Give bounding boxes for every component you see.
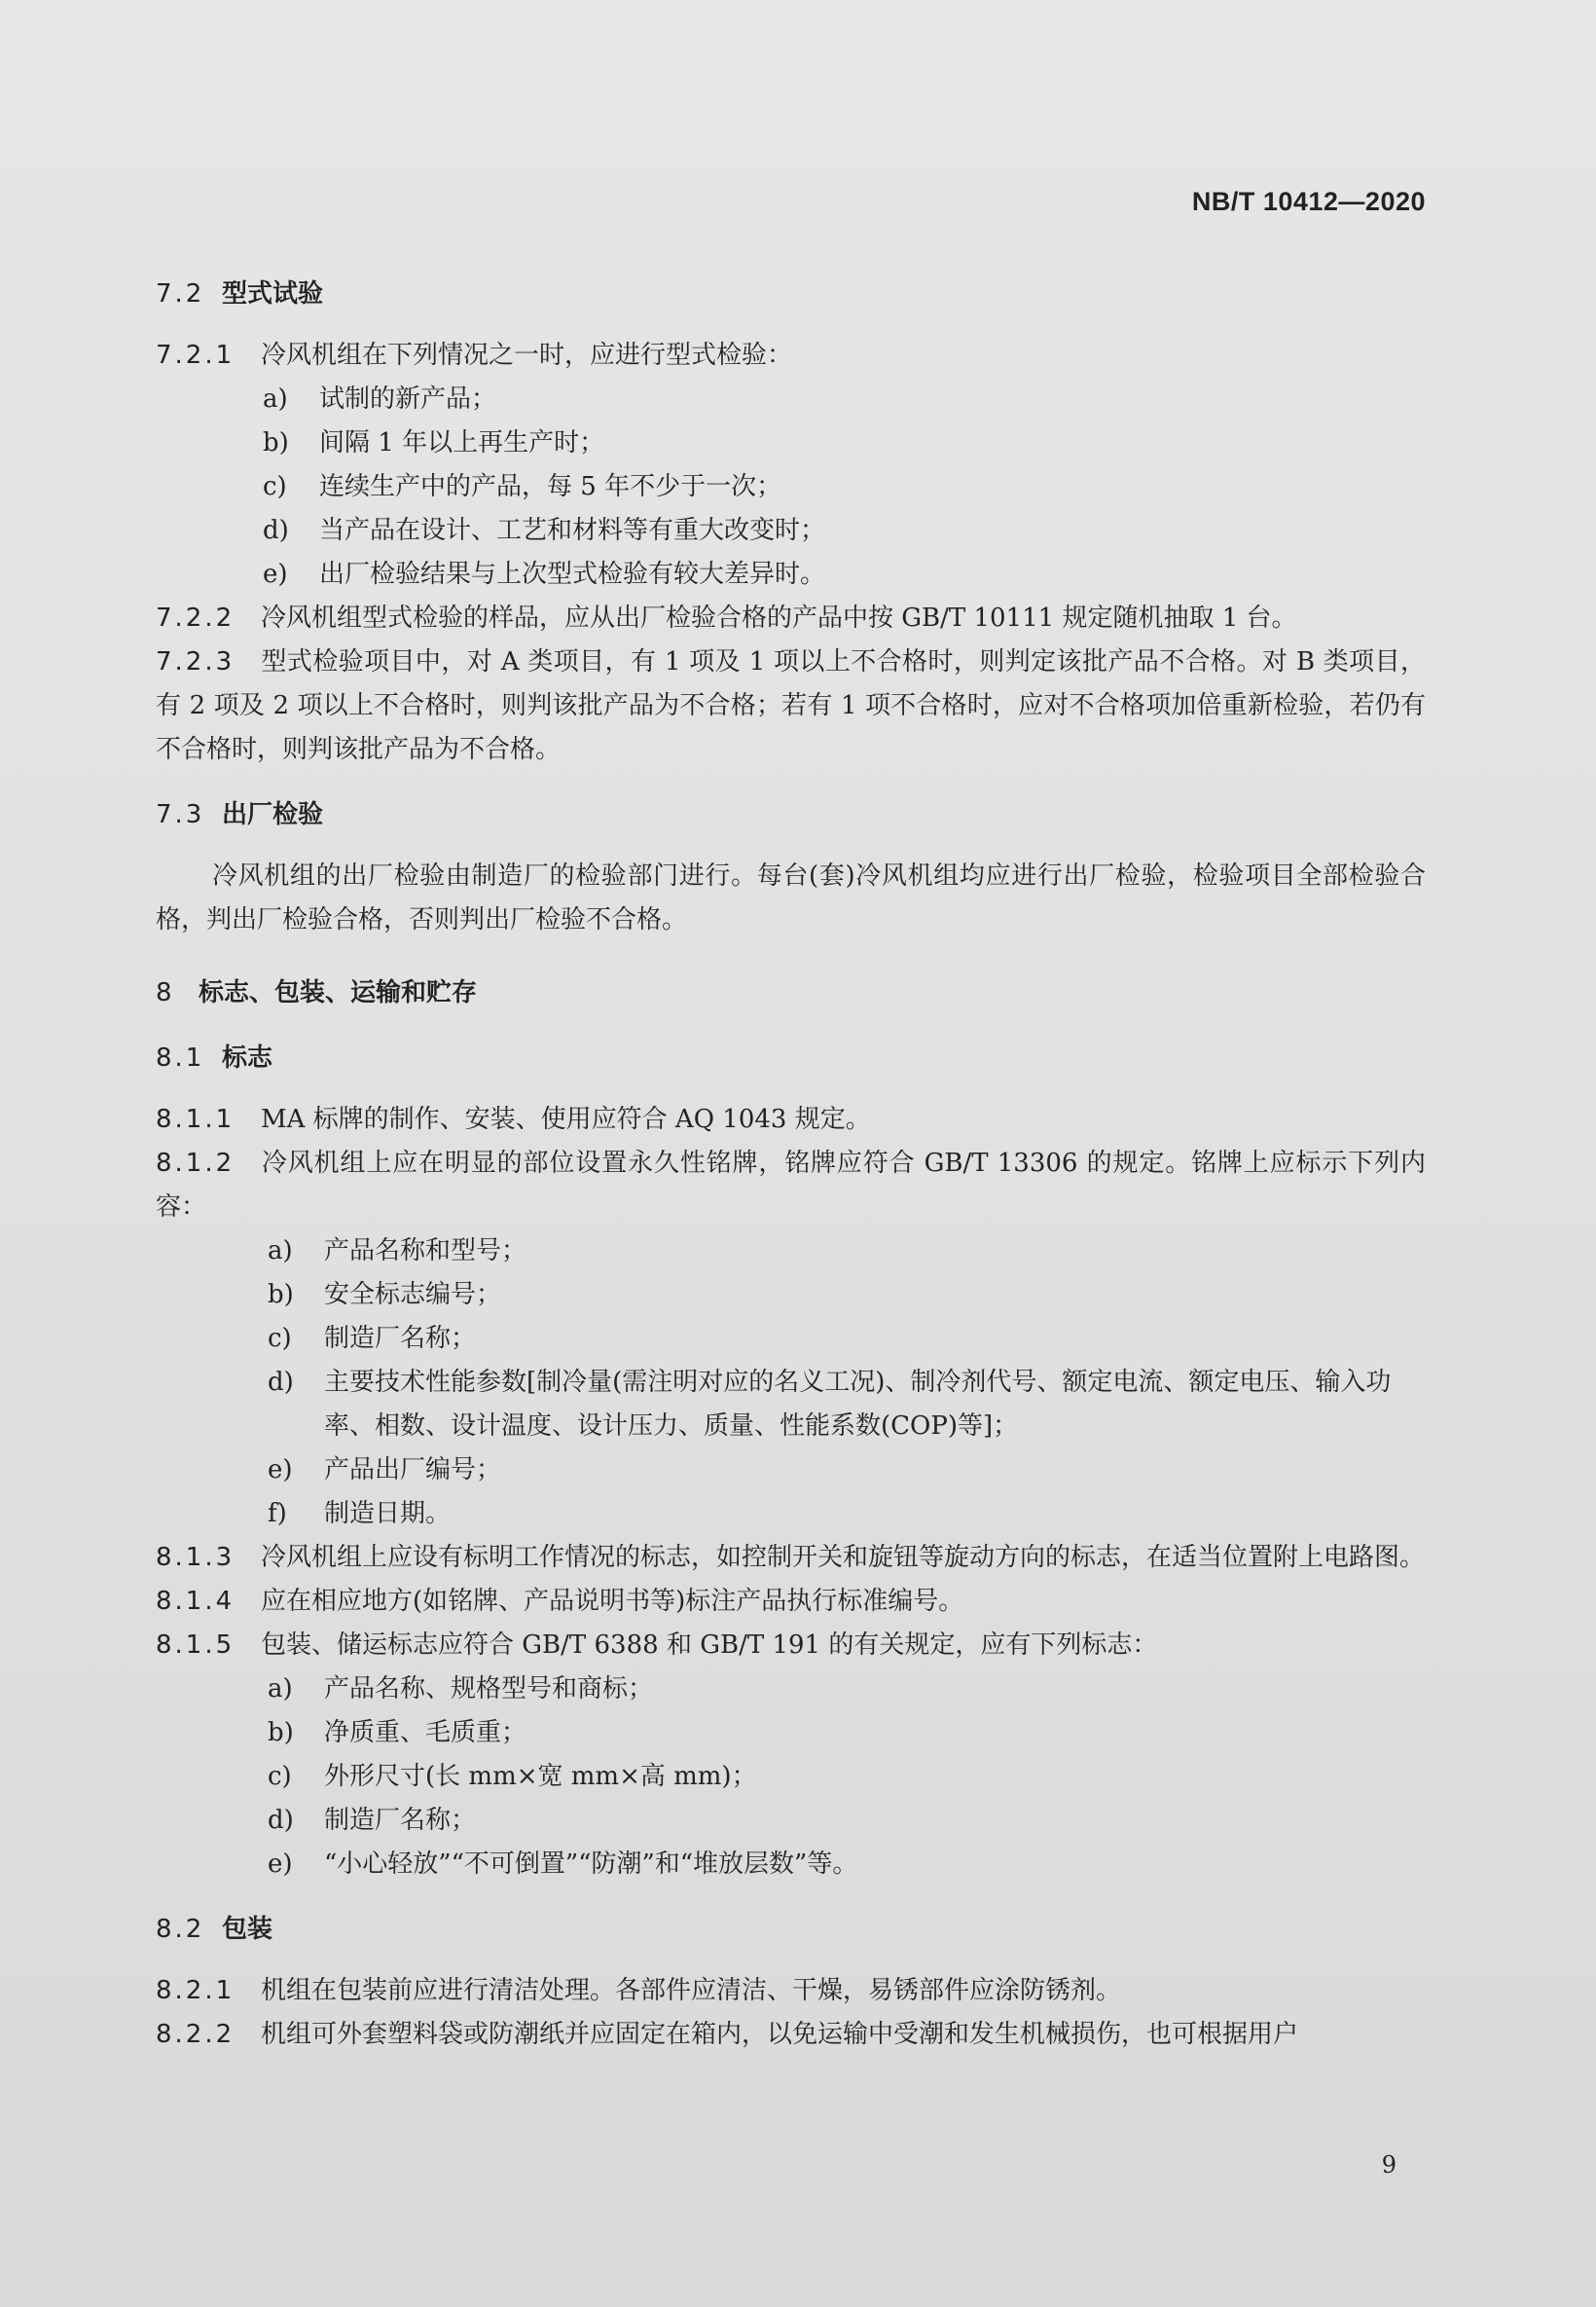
- clause-8-1-5: [156, 1624, 1426, 1667]
- clause-text: 机组可外套塑料袋或防潮纸并应固定在箱内，以免运输中受潮和发生机械损伤，也可根据用户: [261, 2020, 1299, 2049]
- clause-7-2-1: [156, 334, 1426, 378]
- clause-number: 8.1.3: [156, 1543, 236, 1572]
- list-text: 产品名称、规格型号和商标；: [324, 1674, 654, 1703]
- list-label: b): [268, 1280, 294, 1309]
- list-item: [212, 1799, 1426, 1843]
- chapter-number: 8: [156, 978, 175, 1007]
- list-label: e): [268, 1849, 293, 1879]
- list-label: d): [268, 1806, 294, 1835]
- section-number: 7.3: [156, 800, 205, 829]
- paragraph-7-3: 冷风机组的出厂检验由制造厂的检验部门进行。每台(套)冷风机组均应进行出厂检验，检验项目全部检验合格，判出厂检验合格，否则判出厂检验不合格。: [156, 861, 1426, 934]
- clause-text: 冷风机组在下列情况之一时，应进行型式检验：: [261, 341, 793, 370]
- chapter-title: 标志、包装、运输和贮存: [199, 978, 478, 1007]
- list-item: [212, 1448, 1426, 1492]
- section-heading-7-2: [156, 273, 1426, 316]
- clause-number: 7.2.1: [156, 341, 236, 370]
- list-label: d): [263, 516, 289, 545]
- list-text: 外形尺寸(长 mm×宽 mm×高 mm)；: [324, 1762, 757, 1791]
- clause-number: 8.1.5: [156, 1630, 236, 1660]
- list-item: [212, 1755, 1426, 1799]
- list-label: a): [268, 1674, 293, 1703]
- list-text: 主要技术性能参数[制冷量(需注明对应的名义工况)、制冷剂代号、额定电流、额定电压、输入功率、相数、设计温度、设计压力、质量、性能系数(COP)等]；: [324, 1368, 1392, 1441]
- clause-text: 包装、储运标志应符合 GB/T 6388 和 GB/T 191 的有关规定，应有下列标志：: [261, 1630, 1158, 1660]
- list-label: d): [268, 1368, 294, 1397]
- list-text: 安全标志编号；: [324, 1280, 502, 1309]
- section-title: 型式试验: [222, 279, 324, 309]
- list-label: b): [268, 1718, 294, 1747]
- list-text: 净质重、毛质重；: [324, 1718, 527, 1747]
- section-title: 出厂检验: [222, 800, 324, 829]
- list-item: [212, 509, 1426, 553]
- clause-7-2-2: [156, 597, 1426, 641]
- list-item: [212, 1492, 1426, 1536]
- page-content: [156, 273, 1426, 2057]
- section-number: 8.2: [156, 1915, 205, 1944]
- clause-number: 8.2.1: [156, 1976, 236, 2005]
- list-text: 试制的新产品；: [319, 384, 497, 414]
- list-label: c): [268, 1762, 292, 1791]
- list-item: [212, 465, 1426, 509]
- clause-number: 7.2.3: [156, 647, 236, 677]
- list-item: [212, 1273, 1426, 1317]
- clause-number: 8.1.1: [156, 1105, 236, 1134]
- list-text: “小心轻放”“不可倒置”“防潮”和“堆放层数”等。: [324, 1849, 858, 1879]
- list-label: a): [268, 1236, 293, 1265]
- list-text: 制造厂名称；: [324, 1806, 477, 1835]
- list-text: 制造日期。: [324, 1499, 452, 1528]
- section-heading-8-1: [156, 1037, 1426, 1080]
- list-item: [212, 378, 1426, 421]
- section-heading-8-2: [156, 1908, 1426, 1952]
- list-label: f): [268, 1499, 287, 1528]
- list-label: c): [268, 1324, 292, 1353]
- clause-7-2-3: [156, 641, 1426, 772]
- clause-number: 7.2.2: [156, 604, 236, 633]
- section-title: 包装: [222, 1915, 273, 1944]
- list-label: b): [263, 428, 289, 458]
- section-title: 标志: [222, 1044, 273, 1073]
- list-item: [212, 421, 1426, 465]
- list-item: [212, 1711, 1426, 1755]
- list-label: c): [263, 472, 287, 501]
- clause-text: MA 标牌的制作、安装、使用应符合 AQ 1043 规定。: [261, 1105, 871, 1134]
- standard-code: NB/T 10412—2020: [1191, 187, 1426, 216]
- list-text: 出厂检验结果与上次型式检验有较大差异时。: [319, 560, 826, 589]
- list-text: 间隔 1 年以上再生产时；: [319, 428, 605, 458]
- clause-text: 冷风机组型式检验的样品，应从出厂检验合格的产品中按 GB/T 10111 规定随机抽取 1 台。: [261, 604, 1297, 633]
- list-item: [212, 1361, 1426, 1448]
- clause-text: 机组在包装前应进行清洁处理。各部件应清洁、干燥，易锈部件应涂防锈剂。: [261, 1976, 1122, 2005]
- list-text: 当产品在设计、工艺和材料等有重大改变时；: [319, 516, 826, 545]
- list-item: [212, 1843, 1426, 1886]
- clause-8-1-4: [156, 1580, 1426, 1624]
- clause-8-1-2: [156, 1142, 1426, 1229]
- section-number: 7.2: [156, 279, 205, 309]
- clause-number: 8.1.4: [156, 1587, 236, 1616]
- clause-8-2-1: [156, 1969, 1426, 2013]
- chapter-heading-8: [156, 971, 1426, 1015]
- list-text: 连续生产中的产品，每 5 年不少于一次；: [319, 472, 782, 501]
- clause-number: 8.2.2: [156, 2020, 236, 2049]
- clause-number: 8.1.2: [156, 1149, 236, 1178]
- list-label: e): [268, 1455, 293, 1484]
- list-label: e): [263, 560, 288, 589]
- list-item: [212, 1229, 1426, 1273]
- clause-8-2-2: [156, 2013, 1426, 2057]
- list-text: 产品名称和型号；: [324, 1236, 527, 1265]
- clause-text: 型式检验项目中，对 A 类项目，有 1 项及 1 项以上不合格时，则判定该批产品不合格。对 B 类项目，有 2 项及 2 项以上不合格时，则判该批产品为不合格；若有 1 项不合格时，应对不合格项加倍重新检验，若仍有不合格时，则判该批产品为不合格。: [156, 647, 1426, 764]
- section-heading-7-3: [156, 793, 1426, 837]
- clause-text: 应在相应地方(如铭牌、产品说明书等)标注产品执行标准编号。: [261, 1587, 964, 1616]
- list-item: [212, 553, 1426, 597]
- list-item: [212, 1317, 1426, 1361]
- clause-text: 冷风机组上应设有标明工作情况的标志，如控制开关和旋钮等旋动方向的标志，在适当位置附上电路图。: [261, 1543, 1426, 1572]
- list-text: 制造厂名称；: [324, 1324, 477, 1353]
- list-label: a): [263, 384, 288, 414]
- list-item: [212, 1667, 1426, 1711]
- section-number: 8.1: [156, 1044, 205, 1073]
- clause-text: 冷风机组上应在明显的部位设置永久性铭牌，铭牌应符合 GB/T 13306 的规定。铭牌上应标示下列内容：: [156, 1149, 1426, 1222]
- list-text: 产品出厂编号；: [324, 1455, 502, 1484]
- page-number: 9: [1381, 2151, 1396, 2179]
- clause-8-1-3: [156, 1536, 1426, 1580]
- clause-8-1-1: [156, 1098, 1426, 1142]
